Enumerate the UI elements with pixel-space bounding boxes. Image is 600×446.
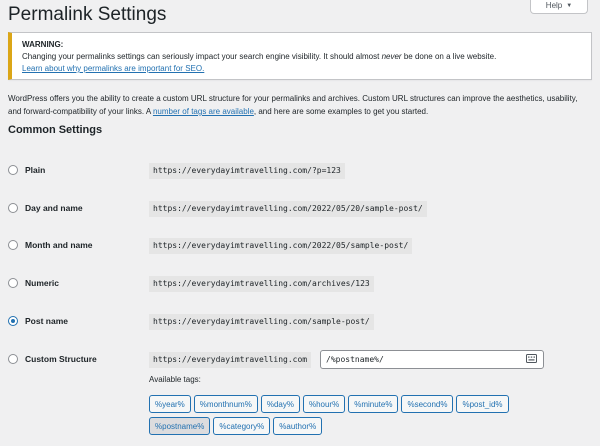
tag-year-button[interactable]: %year% xyxy=(149,395,191,413)
example-url: https://everydayimtravelling.com/?p=123 xyxy=(149,163,345,179)
option-label: Custom Structure xyxy=(25,354,97,364)
option-post-name[interactable] xyxy=(8,313,68,329)
tags-row-1 xyxy=(149,395,509,413)
warning-text-part: Changing your permalinks settings can seriously impact your search engine visibility. It should almost xyxy=(22,52,382,61)
tag-author-button[interactable]: %author% xyxy=(273,417,322,435)
radio-custom-structure[interactable] xyxy=(8,354,18,364)
seo-learn-link[interactable]: Learn about why permalinks are important for SEO. xyxy=(22,64,205,73)
option-label: Plain xyxy=(25,165,46,175)
radio-plain[interactable] xyxy=(8,165,18,175)
radio-numeric[interactable] xyxy=(8,278,18,288)
tag-day-button[interactable]: %day% xyxy=(261,395,300,413)
caret-down-icon: ▼ xyxy=(566,2,573,9)
warning-text-part: be done on a live website. xyxy=(401,52,497,61)
option-label: Month and name xyxy=(25,240,93,250)
radio-post-name[interactable] xyxy=(8,316,18,326)
warning-notice xyxy=(8,32,592,80)
help-label: Help xyxy=(545,1,563,10)
tag-monthnum-button[interactable]: %monthnum% xyxy=(194,395,258,413)
example-url: https://everydayimtravelling.com/archives/123 xyxy=(149,276,374,292)
radio-month-and-name[interactable] xyxy=(8,240,18,250)
warning-emphasis: never xyxy=(381,52,402,61)
page-title: Permalink Settings xyxy=(8,4,167,25)
option-month-and-name[interactable] xyxy=(8,237,93,253)
custom-base-url: https://everydayimtravelling.com xyxy=(149,352,311,368)
intro-text: , and here are some examples to get you started. xyxy=(253,107,429,116)
intro-text: WordPress offers you the ability to create a custom URL structure for your permalinks and archives. Custom URL structures can improve the aesthetics, usability, and forward-compatibility of your links. A xyxy=(8,94,578,116)
warning-title: WARNING: xyxy=(22,40,64,49)
help-tab-button[interactable] xyxy=(530,0,588,14)
intro-paragraph xyxy=(8,92,592,118)
option-plain[interactable] xyxy=(8,162,45,178)
tags-available-link[interactable]: number of tags are available xyxy=(152,107,254,116)
tags-row-2 xyxy=(149,417,322,435)
keyboard-icon[interactable] xyxy=(526,354,537,363)
option-day-and-name[interactable] xyxy=(8,200,83,216)
section-title: Common Settings xyxy=(8,124,103,136)
tag-category-button[interactable]: %category% xyxy=(213,417,270,435)
radio-day-and-name[interactable] xyxy=(8,203,18,213)
available-tags-label: Available tags: xyxy=(149,375,201,384)
custom-structure-input[interactable] xyxy=(320,350,544,369)
example-url: https://everydayimtravelling.com/2022/05/20/sample-post/ xyxy=(149,201,427,217)
warning-text xyxy=(22,51,581,63)
example-url: https://everydayimtravelling.com/2022/05/sample-post/ xyxy=(149,238,412,254)
option-numeric[interactable] xyxy=(8,275,59,291)
example-url: https://everydayimtravelling.com/sample-post/ xyxy=(149,314,374,330)
option-label: Day and name xyxy=(25,203,83,213)
tag-minute-button[interactable]: %minute% xyxy=(348,395,398,413)
option-custom-structure[interactable] xyxy=(8,351,97,367)
tag-post-id-button[interactable]: %post_id% xyxy=(456,395,508,413)
option-label: Post name xyxy=(25,316,68,326)
tag-hour-button[interactable]: %hour% xyxy=(303,395,345,413)
tag-postname-button[interactable]: %postname% xyxy=(149,417,210,435)
tag-second-button[interactable]: %second% xyxy=(401,395,453,413)
option-label: Numeric xyxy=(25,278,60,288)
